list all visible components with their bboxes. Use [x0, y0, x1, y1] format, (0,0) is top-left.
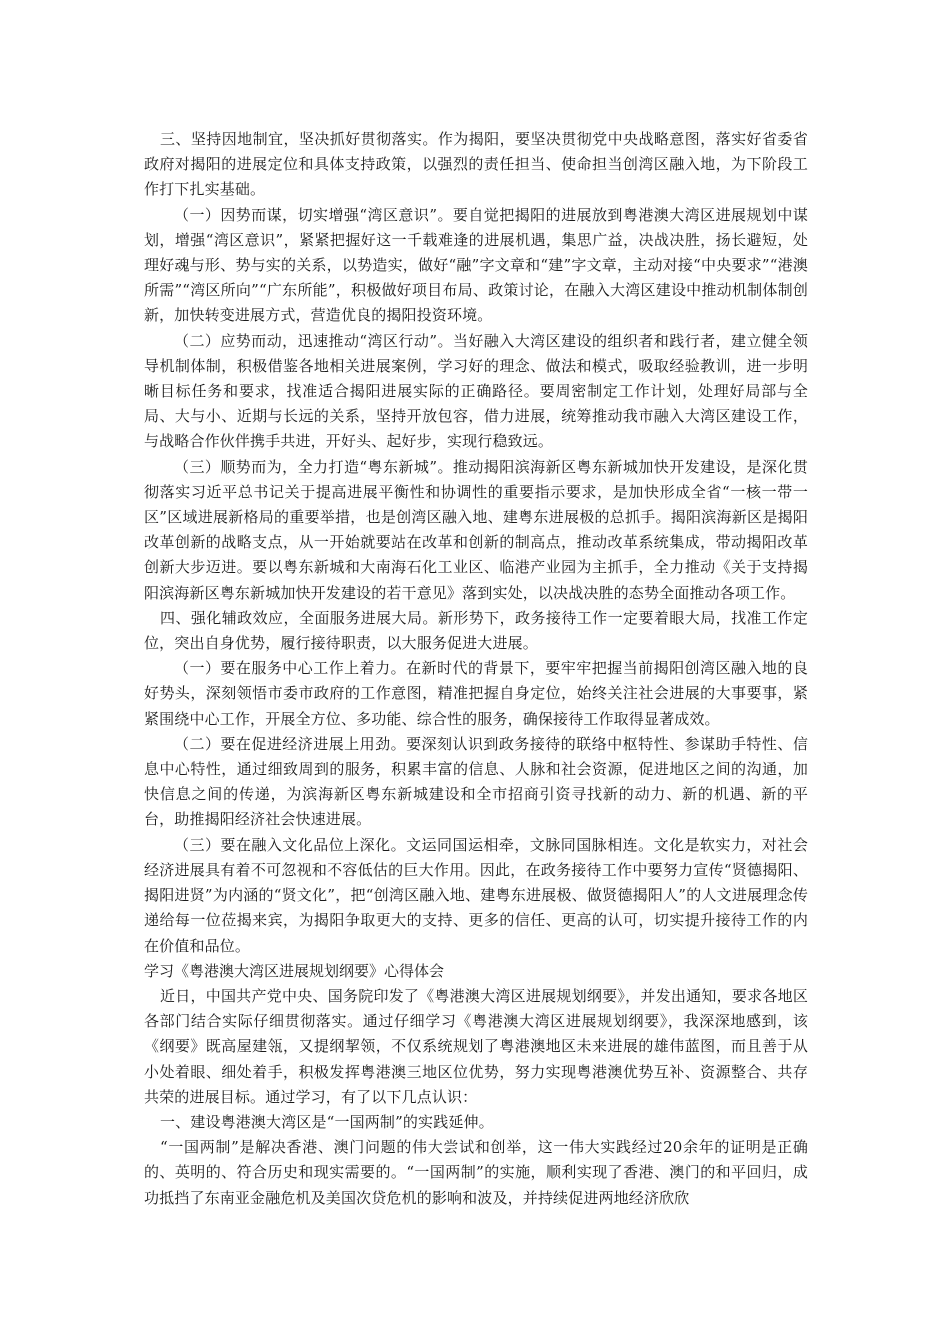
paragraph-four-one: （一）要在服务中心工作上着力。在新时代的背景下，要牢牢把握当前揭阳创湾区融入地的良好势头，深刻领悟市委市政府的工作意图，精准把握自身定位，始终关注社会进展的大事要事，紧紧围绕中心工作，开展全方位、多功能、综合性的服务，确保接待工作取得显著成效。 [144, 659, 808, 728]
paragraph-three-one: （一）因势而谋，切实增强“湾区意识”。要自觉把揭阳的进展放到粤港澳大湾区进展规划中谋划，增强“湾区意识”，紧紧把握好这一千载难逢的进展机遇，集思广益，决战决胜，扬长避短，处理好魂与形、势与实的关系，以势造实，做好“融”字文章和“建”字文章，主动对接“中央要求”“港澳所需”“湾区所向”“广东所能”，积极做好项目布局、政策讨论，在融入大湾区建设中推动机制体制创新，加快转变进展方式，营造优良的揭阳投资环境。 [144, 205, 808, 325]
paragraph-three-two: （二）应势而动，迅速推动“湾区行动”。当好融入大湾区建设的组织者和践行者，建立健全领导机制体制，积极借鉴各地相关进展案例，学习好的理念、做法和模式，吸取经验教训，进一步明晰目标任务和要求，找准适合揭阳进展实际的正确路径。要周密制定工作计划，处理好局部与全局、大与小、近期与长远的关系，坚持开放包容，借力进展，统筹推动我市融入大湾区建设工作，与战略合作伙伴携手共进，开好头、起好步，实现行稳致远。 [144, 331, 808, 451]
paragraph-four-two: （二）要在促进经济进展上用劲。要深刻认识到政务接待的联络中枢特性、参谋助手特性、信息中心特性，通过细致周到的服务，积累丰富的信息、人脉和社会资源，促进地区之间的沟通，加快信息之间的传递，为滨海新区粤东新城建设和全市招商引资寻找新的动力、新的机遇、新的平台，助推揭阳经济社会快速进展。 [144, 734, 808, 829]
paragraph-four-three: （三）要在融入文化品位上深化。文运同国运相牵，文脉同国脉相连。文化是软实力，对社会经济进展具有着不可忽视和不容低估的巨大作用。因此，在政务接待工作中要努力宣传“贤德揭阳、揭阳进贤”为内涵的“贤文化”，把“创湾区融入地、建粤东进展极、做贤德揭阳人”的人文进展理念传递给每一位莅揭来宾，为揭阳争取更大的支持、更多的信任、更高的认可，切实提升接待工作的内在价值和品位。 [144, 835, 808, 955]
paragraph-section-three: 三、坚持因地制宜，坚决抓好贯彻落实。作为揭阳，要坚决贯彻党中央战略意图，落实好省委省政府对揭阳的进展定位和具体支持政策，以强烈的责任担当、使命担当创湾区融入地，为下阶段工作打下扎实基础。 [144, 130, 808, 199]
paragraph-three-three: （三）顺势而为，全力打造“粤东新城”。推动揭阳滨海新区粤东新城加快开发建设，是深化贯彻落实习近平总书记关于提高进展平衡性和协调性的重要指示要求，是加快形成全省“一核一带一区”区域进展新格局的重要举措，也是创湾区融入地、建粤东进展极的总抓手。揭阳滨海新区是揭阳改革创新的战略支点，从一开始就要站在改革和创新的制高点，推动改革系统集成，带动揭阳改革创新大步迈进。要以粤东新城和大南海石化工业区、临港产业园为主抓手，全力推动《关于支持揭阳滨海新区粤东新城加快开发建设的若干意见》落到实处，以决战决胜的态势全面推动各项工作。 [144, 457, 808, 602]
paragraph-section-four: 四、强化辅政效应，全面服务进展大局。新形势下，政务接待工作一定要着眼大局，找准工作定位，突出自身优势，履行接待职责，以大服务促进大进展。 [144, 608, 808, 653]
paragraph-point-one-heading: 一、建设粤港澳大湾区是“一国两制”的实践延伸。 [160, 1112, 494, 1131]
paragraph-intro: 近日，中国共产党中央、国务院印发了《粤港澳大湾区进展规划纲要》，并发出通知，要求各地区各部门结合实际仔细贯彻落实。通过仔细学习《粤港澳大湾区进展规划纲要》，我深深地感到，该《纲要》既高屋建瓴，又提纲挈领，不仅系统规划了粤港澳地区未来进展的雄伟蓝图，而且善于从小处着眼、细处着手，积极发挥粤港澳三地区位优势，努力实现粤港澳优势互补、资源整合、共存共荣的进展目标。通过学习，有了以下几点认识： [144, 986, 808, 1106]
paragraph-point-one-body: “一国两制”是解决香港、澳门问题的伟大尝试和创举，这一伟大实践经过20余年的证明是正确的、英明的、符合历史和现实需要的。“一国两制”的实施，顺利实现了香港、澳门的和平回归，成功抵挡了东南亚金融危机及美国次贷危机的影响和波及，并持续促进两地经济欣欣 [144, 1138, 808, 1207]
document-page [144, 127, 808, 1211]
essay-title: 学习《粤港澳大湾区进展规划纲要》心得体会 [144, 961, 445, 980]
